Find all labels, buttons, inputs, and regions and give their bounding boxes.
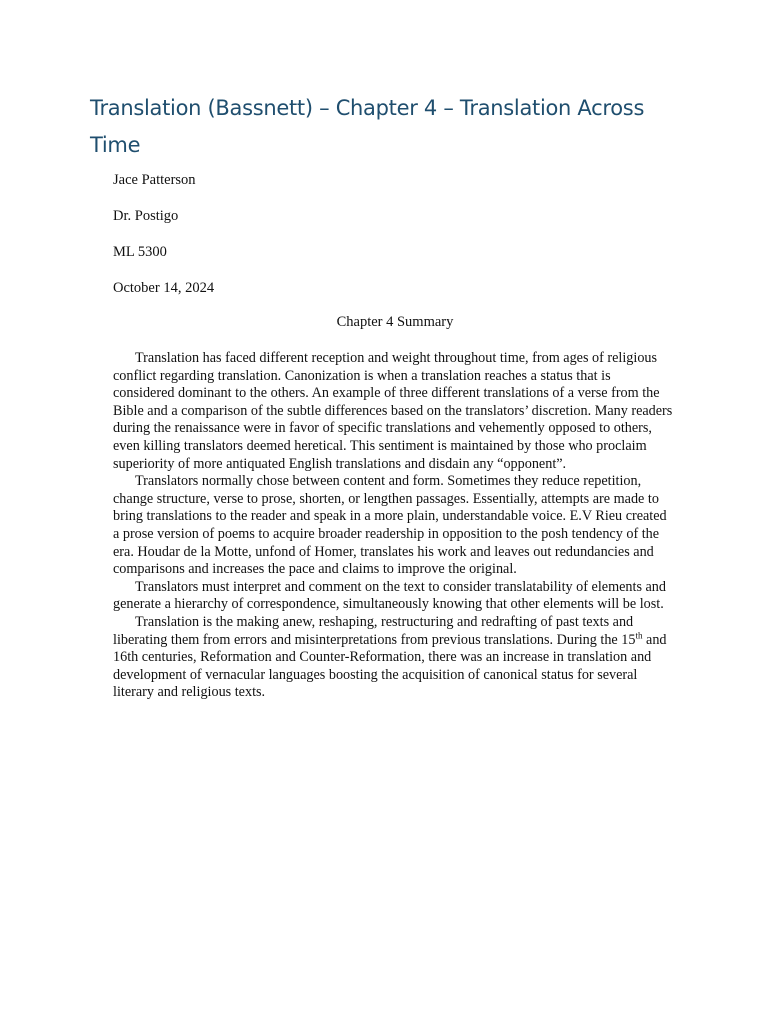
paragraph-4: [113, 614, 675, 702]
paragraph-4-part-1: Translation is the making anew, reshaping, restructuring and redrafting of past texts and liberating them from errors and misinterpretations from previous translations. During the 15: [113, 613, 636, 648]
instructor-name: Dr. Postigo: [113, 208, 179, 224]
paragraph-2: Translators normally chose between content and form. Sometimes they reduce repetition, change structure, verse to prose, shorten, or lengthen passages. Essentially, attempts are made to bring translations to the reader and speak in a more plain, understandable voice. E.V Rieu created a prose version of poems to acquire broader readership in opposition to the posh tendency of the era. Houdar de la Motte, unfond of Homer, translates his work and leaves out redundancies and comparisons and increases the pace and claims to improve the original.: [113, 473, 667, 578]
paragraph-4-part-2: and 16th centuries, Reformation and Counter-Reformation, there was an increase in translation and development of vernacular languages boosting the acquisition of canonical status for several literary and religious texts.: [113, 631, 667, 701]
summary-body: [113, 350, 675, 702]
document-title: Translation (Bassnett) – Chapter 4 – Translation Across Time: [90, 96, 645, 157]
superscript-th: th: [635, 629, 643, 640]
paragraph-3: Translators must interpret and comment on the text to consider translatability of elements and generate a hierarchy of correspondence, simultaneously knowing that other elements will be lost.: [113, 578, 666, 613]
paragraph-1: Translation has faced different reception and weight throughout time, from ages of religious conflict regarding translation. Canonization is when a translation reaches a status that is considered dominant to the others. An example of three different translations of a verse from the Bible and a comparison of the subtle differences based on the translators’ discretion. Many readers during the renaissance were in favor of specific translations and vehemently opposed to others, even killing translators deemed heretical. This sentiment is maintained by those who proclaim superiority of more antiquated English translations and disdain any “opponent”.: [113, 350, 673, 472]
document-date: October 14, 2024: [113, 280, 215, 296]
author-name: Jace Patterson: [113, 172, 196, 188]
course-code: ML 5300: [113, 244, 167, 260]
summary-heading: Chapter 4 Summary: [336, 314, 454, 330]
